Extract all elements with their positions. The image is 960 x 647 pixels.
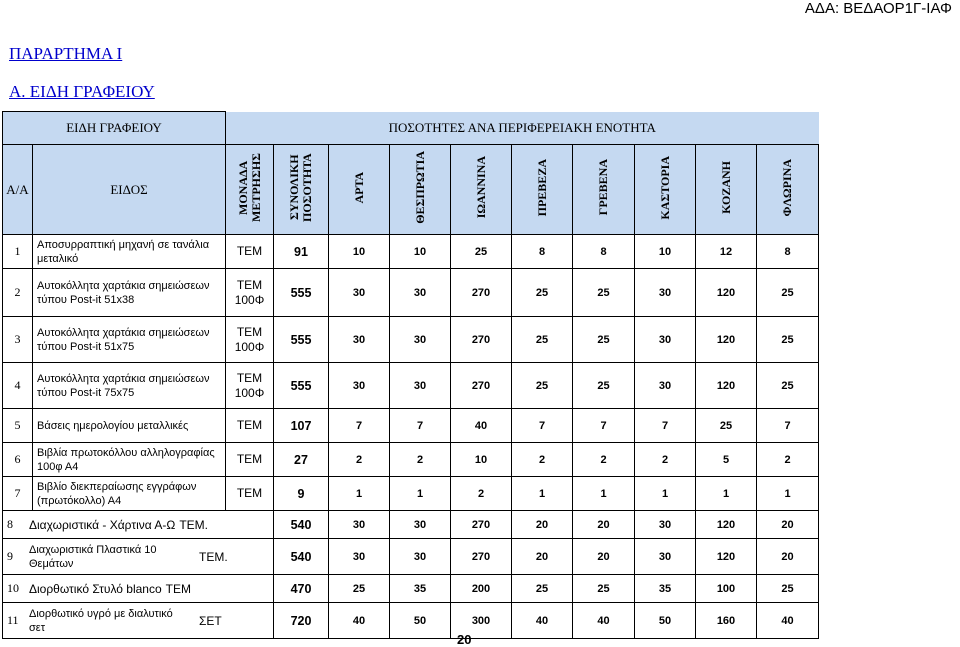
unit-of-measure: ΤΕΜ xyxy=(165,581,191,596)
region-quantity: 10 xyxy=(390,235,451,269)
region-quantity: 25 xyxy=(512,575,573,603)
office-supplies-table xyxy=(2,111,819,639)
region-quantity: 25 xyxy=(573,317,635,363)
region-label: ΓΡΕΒΕΝΑ xyxy=(596,159,610,216)
unit-of-measure: ΤΕΜ xyxy=(226,477,274,511)
region-quantity: 20 xyxy=(573,511,635,539)
item-name: Βιβλίο διεκπεραίωσης εγγράφων (πρωτόκολλο) Α4 xyxy=(33,477,226,511)
header-item: ΕΙΔΟΣ xyxy=(33,145,226,235)
row-number: 11 xyxy=(7,613,19,627)
region-quantity: 7 xyxy=(635,409,696,443)
region-quantity: 1 xyxy=(390,477,451,511)
region-quantity: 2 xyxy=(451,477,512,511)
header-region xyxy=(512,145,573,235)
region-quantity: 8 xyxy=(573,235,635,269)
region-quantity: 120 xyxy=(696,539,757,575)
region-quantity: 20 xyxy=(757,511,819,539)
header-unit-label: ΜΟΝΑΔΑ ΜΕΤΡΗΣΗΣ xyxy=(235,152,263,223)
region-quantity: 7 xyxy=(329,409,390,443)
item-name: Διαχωριστικά - Χάρτινα Α-Ω xyxy=(29,517,176,532)
region-quantity: 30 xyxy=(390,317,451,363)
total-quantity: 540 xyxy=(274,539,329,575)
unit-of-measure: ΤΕΜ 100Φ xyxy=(226,317,274,363)
region-quantity: 25 xyxy=(512,269,573,317)
region-quantity: 7 xyxy=(512,409,573,443)
table-row xyxy=(3,511,819,539)
region-quantity: 25 xyxy=(757,363,819,409)
region-quantity: 20 xyxy=(512,511,573,539)
region-quantity: 7 xyxy=(390,409,451,443)
region-quantity: 25 xyxy=(573,363,635,409)
region-quantity: 40 xyxy=(512,603,573,639)
region-label: ΑΡΤΑ xyxy=(351,171,366,204)
unit-of-measure: ΤΕΜ. xyxy=(199,549,228,564)
region-quantity: 25 xyxy=(329,575,390,603)
region-quantity: 20 xyxy=(757,539,819,575)
header-columns-row xyxy=(3,145,819,235)
unit-of-measure: ΤΕΜ 100Φ xyxy=(226,363,274,409)
region-quantity: 40 xyxy=(573,603,635,639)
header-region xyxy=(390,145,451,235)
region-quantity: 25 xyxy=(757,269,819,317)
region-label: ΦΛΩΡΙΝΑ xyxy=(780,158,794,217)
row-label-cell xyxy=(3,539,274,575)
row-number: 3 xyxy=(3,317,33,363)
page-number: 20 xyxy=(457,632,472,647)
region-quantity: 10 xyxy=(451,443,512,477)
header-group-row xyxy=(3,112,819,145)
region-label: ΚΟΖΑΝΗ xyxy=(718,161,733,214)
region-quantity: 25 xyxy=(757,317,819,363)
row-label-wrap xyxy=(3,581,273,596)
region-quantity: 270 xyxy=(451,539,512,575)
ada-code: ΑΔΑ: ΒΕΔΑΟΡ1Γ-ΙΑΦ xyxy=(804,0,952,17)
item-name: Αυτοκόλλητα χαρτάκια σημειώσεων τύπου Post-it 51x38 xyxy=(33,269,226,317)
row-label-wrap xyxy=(3,543,273,571)
row-number: 2 xyxy=(3,269,33,317)
table-row xyxy=(3,409,819,443)
region-quantity: 25 xyxy=(512,317,573,363)
region-quantity: 30 xyxy=(329,539,390,575)
region-quantity: 40 xyxy=(451,409,512,443)
item-name: Διορθωτικό Στυλό blanco xyxy=(29,581,162,596)
region-quantity: 30 xyxy=(390,269,451,317)
row-label-wrap xyxy=(3,517,273,532)
region-quantity: 2 xyxy=(635,443,696,477)
row-number: 5 xyxy=(3,409,33,443)
region-quantity: 30 xyxy=(329,511,390,539)
header-region xyxy=(696,145,757,235)
region-quantity: 1 xyxy=(573,477,635,511)
region-quantity: 30 xyxy=(329,317,390,363)
item-name: Αυτοκόλλητα χαρτάκια σημειώσεων τύπου Post-it 75x75 xyxy=(33,363,226,409)
region-quantity: 5 xyxy=(696,443,757,477)
region-quantity: 1 xyxy=(757,477,819,511)
region-quantity: 300 xyxy=(451,603,512,639)
total-quantity: 555 xyxy=(274,269,329,317)
total-quantity: 27 xyxy=(274,443,329,477)
header-region xyxy=(451,145,512,235)
row-number: 4 xyxy=(3,363,33,409)
total-quantity: 540 xyxy=(274,511,329,539)
row-number: 9 xyxy=(7,549,13,563)
header-region xyxy=(757,145,819,235)
header-group-left: ΕΙΔΗ ΓΡΑΦΕΙΟΥ xyxy=(3,112,226,145)
row-number: 8 xyxy=(7,517,13,531)
unit-of-measure: ΤΕΜ xyxy=(226,409,274,443)
row-label-cell xyxy=(3,603,274,639)
region-quantity: 25 xyxy=(696,409,757,443)
region-quantity: 25 xyxy=(512,363,573,409)
region-quantity: 10 xyxy=(635,235,696,269)
header-total-label: ΣΥΝΟΛΙΚΗ ΠΟΣΟΤΗΤΑ xyxy=(287,153,314,222)
region-quantity: 1 xyxy=(329,477,390,511)
region-quantity: 7 xyxy=(573,409,635,443)
region-label: ΘΕΣΠΡΩΤΙΑ xyxy=(412,151,427,224)
row-label-cell xyxy=(3,511,274,539)
region-quantity: 30 xyxy=(635,363,696,409)
region-quantity: 30 xyxy=(635,317,696,363)
table-row xyxy=(3,575,819,603)
region-quantity: 2 xyxy=(390,443,451,477)
region-quantity: 2 xyxy=(757,443,819,477)
item-name: Αποσυρραπτική μηχανή σε τανάλια μεταλικό xyxy=(33,235,226,269)
region-quantity: 40 xyxy=(757,603,819,639)
unit-of-measure: ΤΕΜ 100Φ xyxy=(226,269,274,317)
region-quantity: 200 xyxy=(451,575,512,603)
region-quantity: 270 xyxy=(451,269,512,317)
region-quantity: 270 xyxy=(451,511,512,539)
total-quantity: 91 xyxy=(274,235,329,269)
header-unit xyxy=(226,145,274,235)
header-region xyxy=(329,145,390,235)
region-quantity: 30 xyxy=(635,511,696,539)
region-label: ΠΡΕΒΕΖΑ xyxy=(534,158,549,217)
region-quantity: 120 xyxy=(696,317,757,363)
region-quantity: 40 xyxy=(329,603,390,639)
section-title: Α. ΕΙΔΗ ΓΡΑΦΕΙΟΥ xyxy=(9,82,155,101)
header-aa: Α/Α xyxy=(3,145,33,235)
region-quantity: 30 xyxy=(390,363,451,409)
region-quantity: 25 xyxy=(573,269,635,317)
region-quantity: 2 xyxy=(512,443,573,477)
region-quantity: 30 xyxy=(635,539,696,575)
region-quantity: 12 xyxy=(696,235,757,269)
region-quantity: 35 xyxy=(390,575,451,603)
item-name: Βάσεις ημερολογίου μεταλλικές xyxy=(33,409,226,443)
region-quantity: 50 xyxy=(390,603,451,639)
header-region xyxy=(573,145,635,235)
region-quantity: 1 xyxy=(512,477,573,511)
region-quantity: 8 xyxy=(757,235,819,269)
annex-title: ΠΑΡΑΡΤΗΜΑ Ι xyxy=(9,44,123,63)
row-number: 6 xyxy=(3,443,33,477)
total-quantity: 720 xyxy=(274,603,329,639)
unit-of-measure: ΤΕΜ xyxy=(226,443,274,477)
table-row xyxy=(3,539,819,575)
table-row xyxy=(3,443,819,477)
row-number: 10 xyxy=(7,581,19,595)
region-quantity: 7 xyxy=(757,409,819,443)
region-quantity: 1 xyxy=(696,477,757,511)
unit-of-measure: ΤΕΜ. xyxy=(179,517,208,532)
region-quantity: 30 xyxy=(390,539,451,575)
region-quantity: 25 xyxy=(573,575,635,603)
item-name: Διορθωτικό υγρό με διαλυτικό σετ xyxy=(29,607,173,634)
unit-of-measure: ΣΕΤ xyxy=(199,613,222,628)
total-quantity: 555 xyxy=(274,317,329,363)
total-quantity: 470 xyxy=(274,575,329,603)
region-quantity: 8 xyxy=(512,235,573,269)
region-quantity: 120 xyxy=(696,363,757,409)
total-quantity: 107 xyxy=(274,409,329,443)
item-name: Αυτοκόλλητα χαρτάκια σημειώσεων τύπου Post-it 51x75 xyxy=(33,317,226,363)
header-group-right: ΠΟΣΟΤΗΤΕΣ ΑΝΑ ΠΕΡΙΦΕΡΕΙΑΚΗ ΕΝΟΤΗΤΑ xyxy=(226,112,819,145)
region-quantity: 120 xyxy=(696,511,757,539)
region-quantity: 100 xyxy=(696,575,757,603)
region-quantity: 30 xyxy=(635,269,696,317)
item-name: Βιβλία πρωτοκόλλου αλληλογραφίας 100φ Α4 xyxy=(33,443,226,477)
region-quantity: 25 xyxy=(451,235,512,269)
table-row xyxy=(3,235,819,269)
region-quantity: 35 xyxy=(635,575,696,603)
region-quantity: 20 xyxy=(573,539,635,575)
row-number: 1 xyxy=(3,235,33,269)
region-quantity: 1 xyxy=(635,477,696,511)
table-row xyxy=(3,603,819,639)
total-quantity: 9 xyxy=(274,477,329,511)
region-quantity: 30 xyxy=(329,269,390,317)
region-quantity: 120 xyxy=(696,269,757,317)
table-row xyxy=(3,269,819,317)
row-label-cell xyxy=(3,575,274,603)
item-name: Διαχωριστικά Πλαστικά 10 Θεμάτων xyxy=(29,543,157,570)
region-quantity: 2 xyxy=(573,443,635,477)
region-quantity: 270 xyxy=(451,363,512,409)
region-quantity: 30 xyxy=(329,363,390,409)
total-quantity: 555 xyxy=(274,363,329,409)
row-number: 7 xyxy=(3,477,33,511)
header-total xyxy=(274,145,329,235)
region-quantity: 160 xyxy=(696,603,757,639)
row-label-wrap xyxy=(3,607,273,635)
region-quantity: 2 xyxy=(329,443,390,477)
region-quantity: 30 xyxy=(390,511,451,539)
region-quantity: 20 xyxy=(512,539,573,575)
table-row xyxy=(3,363,819,409)
region-quantity: 10 xyxy=(329,235,390,269)
unit-of-measure: ΤΕΜ xyxy=(226,235,274,269)
region-quantity: 50 xyxy=(635,603,696,639)
table-row xyxy=(3,317,819,363)
region-quantity: 270 xyxy=(451,317,512,363)
header-region xyxy=(635,145,696,235)
table-row xyxy=(3,477,819,511)
region-label: ΚΑΣΤΟΡΙΑ xyxy=(657,155,672,220)
region-quantity: 25 xyxy=(757,575,819,603)
region-label: ΙΩΑΝΝΙΝΑ xyxy=(473,156,488,219)
